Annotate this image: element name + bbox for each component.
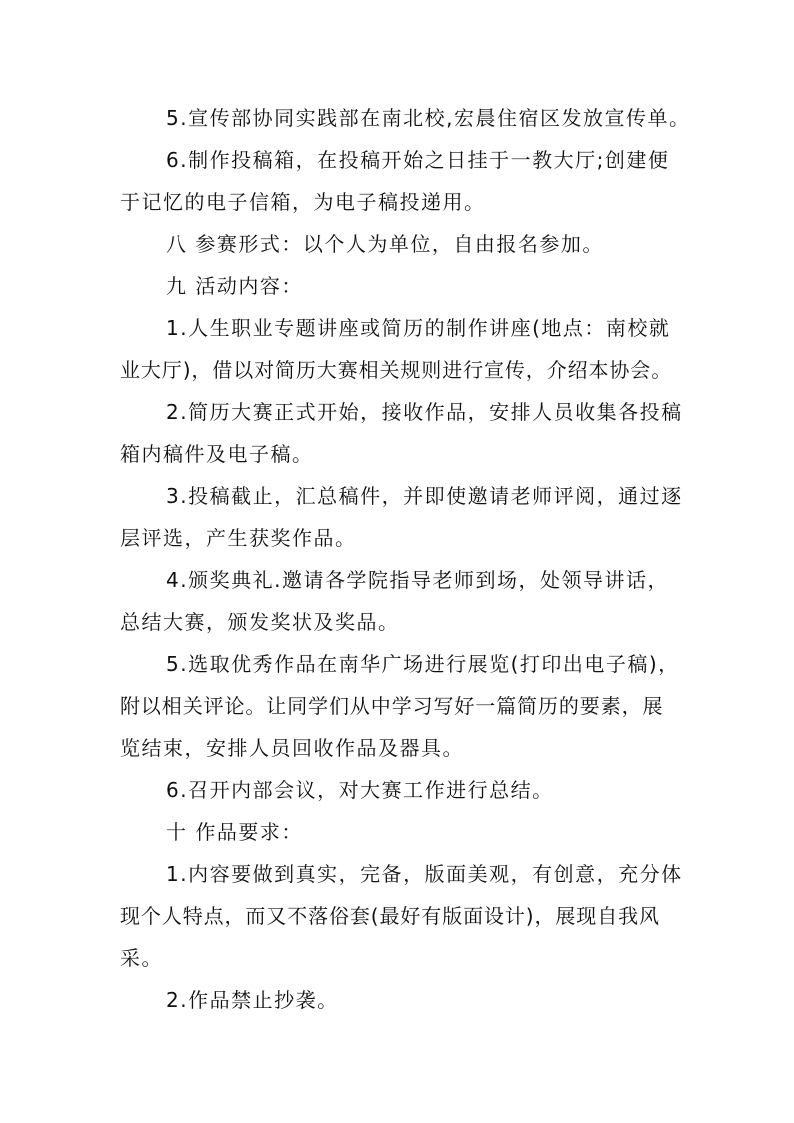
body-line-15: 附以相关评论。让同学们从中学习写好一篇简历的要素，展 <box>120 694 664 718</box>
body-line-14: 5.选取优秀作品在南华广场进行展览(打印出电子稿)， <box>166 652 680 676</box>
body-line-22: 2.作品禁止抄袭。 <box>166 988 339 1012</box>
body-line-10: 3.投稿截止，汇总稿件，并即使邀请老师评阅，通过逐 <box>166 484 683 508</box>
section-heading-10: 十 作品要求： <box>166 820 303 844</box>
body-line-11: 层评选，产生获奖作品。 <box>120 526 357 550</box>
body-line-7: 业大厅)，借以对简历大赛相关规则进行宣传，介绍本协会。 <box>120 358 673 382</box>
body-line-6: 1.人生职业专题讲座或简历的制作讲座(地点：南校就 <box>166 316 671 340</box>
body-line-20: 现个人特点，而又不落俗套(最好有版面设计)，展现自我风 <box>120 904 660 928</box>
body-line-8: 2.简历大赛正式开始，接收作品，安排人员收集各投稿 <box>166 400 683 424</box>
section-heading-8: 八 参赛形式：以个人为单位，自由报名参加。 <box>166 232 604 256</box>
section-heading-9: 九 活动内容： <box>166 274 303 298</box>
body-line-16: 览结束，安排人员回收作品及器具。 <box>120 736 464 760</box>
body-line-19: 1.内容要做到真实，完备，版面美观，有创意，充分体 <box>166 862 683 886</box>
body-line-9: 箱内稿件及电子稿。 <box>120 442 314 466</box>
body-line-17: 6.召开内部会议，对大赛工作进行总结。 <box>166 778 554 802</box>
body-line-12: 4.颁奖典礼.邀请各学院指导老师到场，处领导讲话， <box>166 568 669 592</box>
body-line-3: 于记忆的电子信箱，为电子稿投递用。 <box>120 190 486 214</box>
body-line-1: 5.宣传部协同实践部在南北校,宏晨住宿区发放宣传单。 <box>166 106 691 130</box>
body-line-21: 采。 <box>120 946 163 970</box>
body-line-2: 6.制作投稿箱，在投稿开始之日挂于一教大厅;创建便 <box>166 148 670 172</box>
body-line-13: 总结大赛，颁发奖状及奖品。 <box>120 610 400 634</box>
